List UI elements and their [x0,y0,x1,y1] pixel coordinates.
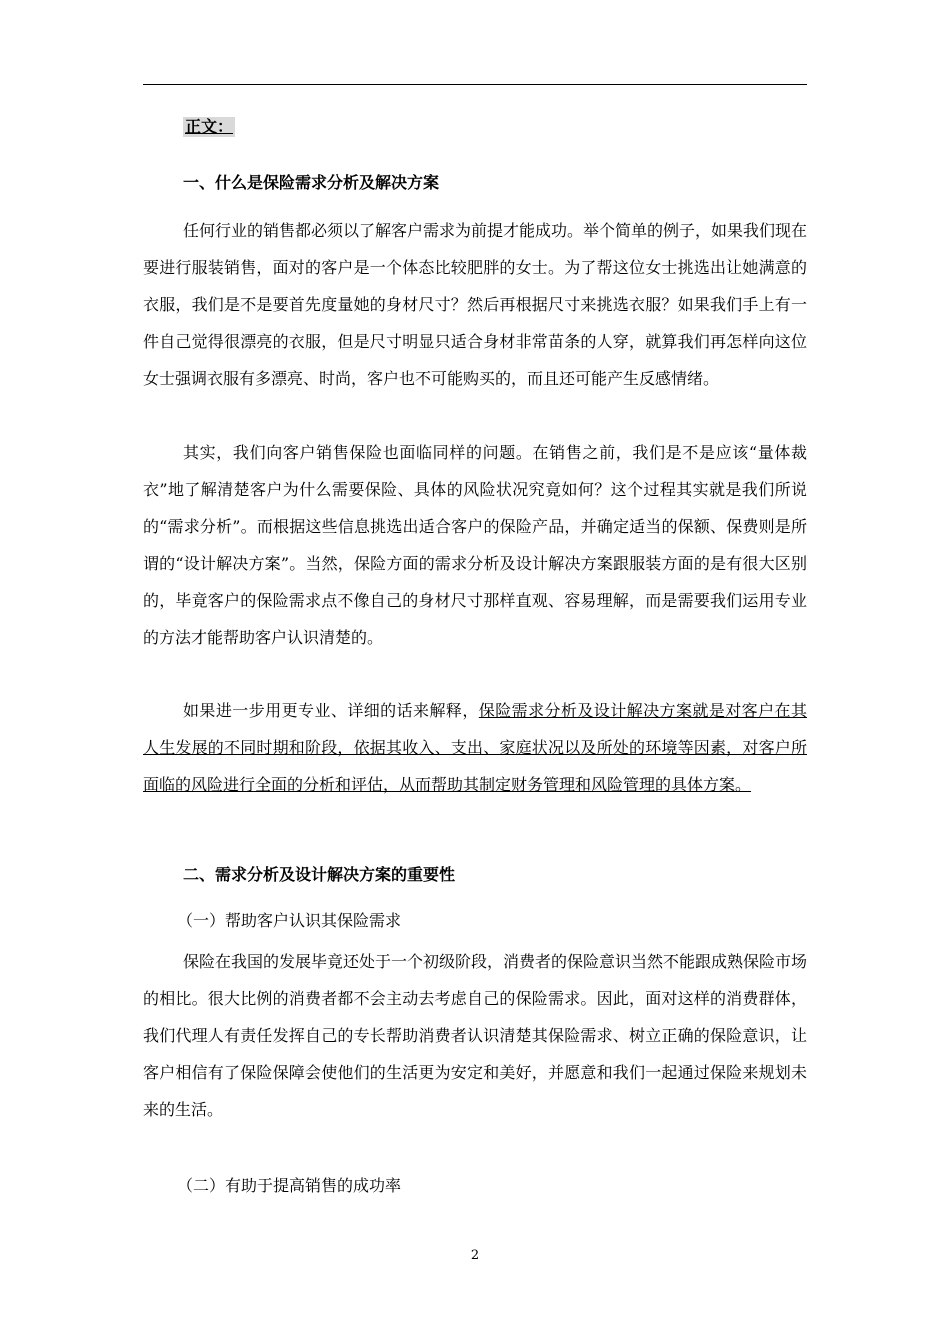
definition-underlined-text: 保险需求分析及设计解决方案就是对客户在其人生发展的不同时期和阶段，依据其收入、支出、家庭状况以及所处的环境等因素，对客户所面临的风险进行全面的分析和评估，从而帮助其制定财务管理和风险管理的具体方案。 [143,701,807,794]
paragraph-3-plain-text: 如果进一步用更专业、详细的话来解释， [183,701,479,720]
header-rule [143,84,807,85]
subsection-2-heading: （二）有助于提高销售的成功率 [177,1176,402,1195]
section1-paragraph-1: 任何行业的销售都必须以了解客户需求为前提才能成功。举个简单的例子，如果我们现在要进行服装销售，面对的客户是一个体态比较肥胖的女士。为了帮这位女士挑选出让她满意的衣服，我们是不是要首先度量她的身材尺寸？然后再根据尺寸来挑选衣服？如果我们手上有一件自己觉得很漂亮的衣服，但是尺寸明显只适合身材非常苗条的人穿，就算我们再怎样向这位女士强调衣服有多漂亮、时尚，客户也不可能购买的，而且还可能产生反感情绪。 [143,221,808,388]
section1-paragraph-2: 其实，我们向客户销售保险也面临同样的问题。在销售之前，我们是不是应该“量体裁衣”地了解清楚客户为什么需要保险、具体的风险状况究竟如何？这个过程其实就是我们所说的“需求分析”。而根据这些信息挑选出适合客户的保险产品，并确定适当的保额、保费则是所谓的“设计解决方案”。当然，保险方面的需求分析及设计解决方案跟服装方面的是有很大区别的，毕竟客户的保险需求点不像自己的身材尺寸那样直观、容易理解，而是需要我们运用专业的方法才能帮助客户认识清楚的。 [143,443,807,647]
subsection-1-heading: （一）帮助客户认识其保险需求 [177,911,402,930]
section1-heading: 一、什么是保险需求分析及解决方案 [183,173,440,192]
page-number: 2 [470,1248,480,1263]
section2-paragraph-1: 保险在我国的发展毕竟还处于一个初级阶段，消费者的保险意识当然不能跟成熟保险市场的相比。很大比例的消费者都不会主动去考虑自己的保险需求。因此，面对这样的消费群体，我们代理人有责任发挥自己的专长帮助消费者认识清楚其保险需求、树立正确的保险意识，让客户相信有了保险保障会使他们的生活更为安定和美好，并愿意和我们一起通过保险来规划未来的生活。 [143,952,808,1119]
section1-paragraph-3 [143,692,807,803]
section2-heading: 二、需求分析及设计解决方案的重要性 [183,865,456,884]
body-label: 正文： [185,117,234,136]
